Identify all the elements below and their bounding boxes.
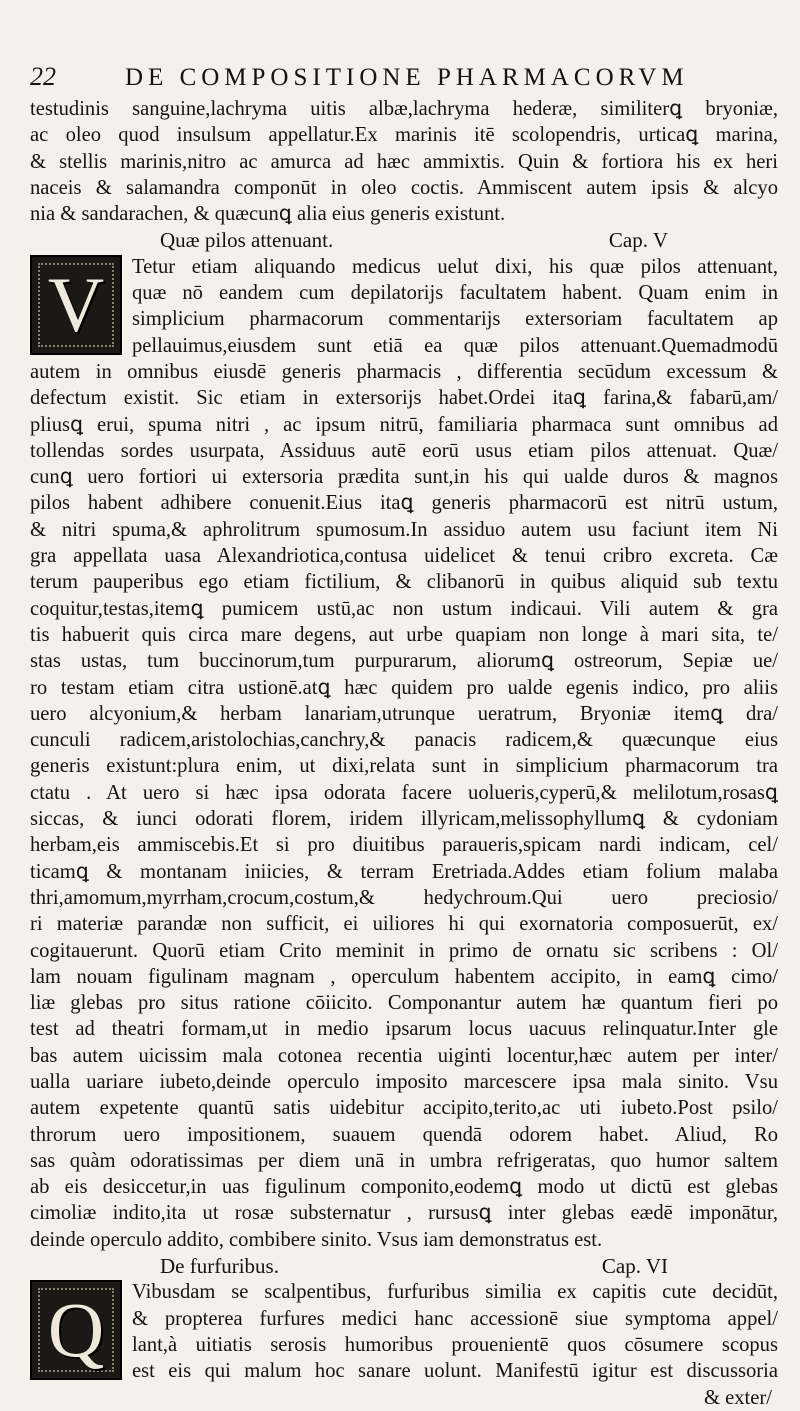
text-line: ticamꝗ & montanam iniicies, & terram Eretriada.Addes etiam folium malaba [30,860,778,883]
text-line: liæ glebas pro situs ratione cōiicito. Componantur autem hæ quantum fieri po [30,992,778,1015]
text-line: testudinis sanguine,lachryma uitis albæ,lachryma hederæ, similiterꝗ bryoniæ, [30,98,778,120]
text-line: & stellis marinis,nitro ac amurca ad hæc ammixtis. Quin & fortiora his ex heri [30,150,778,173]
text-line: cimoliæ indito,ita ut rosæ substernatur , rursusꝗ inter glebas eædē imponātur, [30,1202,778,1225]
text-line: terum pauperibus ego etiam fictilium, & clibanorū in quibus aliquid sub textu [30,571,778,594]
text-line: sas quàm odoratissimas per diem unā in umbra refrigeratas, quo humor saltem [30,1149,778,1172]
page-number: 22 [30,62,56,91]
text-line: simplicium pharmacorum commentarijs extersoriam facultatem ap [132,308,778,331]
chapter-heading [30,1253,778,1279]
decorated-initial [30,1280,122,1380]
text-line: ualla uariare iubeto,deinde operculo imposito marcescere ipsa mala sinito. Vsu [30,1070,778,1093]
text-line: & propterea furfures medici hanc accessionē siue symptoma appel/ [132,1307,778,1330]
text-line: ri materiæ parandæ non sufficit, ei uiliores hi qui exornatoria composuerūt, ex/ [30,913,778,936]
text-line: autem in omnibus eiusdē generis pharmacis , differentia secūdum excessum & [30,360,778,383]
text-line: pilos habent adhibere conuenit.Eius itaꝗ generis pharmacorū est nitrū ustum, [30,492,778,515]
chapter-title: De furfuribus. [160,1254,279,1279]
text-line: test ad theatri formam,ut in medio ipsarum locus uacuus relinquatur.Inter gle [30,1018,778,1041]
text-line: generis existunt:plura enim, ut dixi,relata sunt in simplicium pharmacorum tra [30,755,778,778]
text-line: naceis & salamandra componūt in oleo coctis. Ammiscent autem ipsis & alcyo [30,176,778,199]
initial-letter: Q [47,1286,105,1374]
text-line: cogitauerunt. Quorū etiam Crito meminit in primo de ornatu sic scribens : Ol/ [30,939,778,962]
text-line: Tetur etiam aliquando medicus uelut dixi, his quæ pilos attenuant, [132,255,778,278]
text-line: quæ nō eandem cum depilatorijs facultatem habent. Quam enim in [132,282,778,305]
text-line: ac oleo quod insulsum appellatur.Ex marinis itē scolopendris, urticaꝗ marina, [30,124,778,147]
text-line: lam nouam figulinam magnam , operculum habentem accipito, in eamꝗ cimo/ [30,965,778,988]
text-line: ab eis desiccetur,in uas figulinum componito,eodemꝗ modo ut dictū est glebas [30,1176,778,1199]
text-line: bas autem uicissim mala cotonea recentia uiginti locentur,hæc autem per inter/ [30,1044,778,1067]
text-line: & nitri spuma,& aphrolitrum spumosum.In assiduo autem usu faciunt item Ni [30,518,778,541]
text-line: thri,amomum,myrrham,crocum,costum,& hedychroum.Qui uero preciosio/ [30,886,778,909]
text-line: pliusꝗ erui, spuma nitri , ac ipsum nitrū, familiaria pharmaca sunt omnibus ad [30,413,778,436]
running-title: DE COMPOSITIONE PHARMACORVM [125,64,689,91]
text-line: tollendas sordes usurpata, Assiduus autē eorū usus etiam pilos attenuat. Quæ/ [30,439,778,462]
text-line: Vibusdam se scalpentibus, furfuribus similia ex capitis cute decidūt, [132,1281,778,1304]
text-line: siccas, & iunci odorati florem, iridem illyricam,melissophyllumꝗ & cydoniam [30,808,778,831]
catchword: & exter/ [703,1386,772,1409]
initial-letter: V [47,260,105,348]
text-line: uero alcyonium,& herbam lanariam,utrunque ueratrum, Bryoniæ itemꝗ dra/ [30,702,778,725]
text-line: coquitur,testas,itemꝗ pumicem ustū,ac non ustum indicaui. Vili autem & gra [30,597,778,620]
text-line: lant,à uitiatis serosis humoribus prouenientē quos cōsumere scopus [132,1333,778,1356]
text-line: est eis qui malum hoc sanare uolunt. Manifestū igitur est discussoria [132,1360,778,1383]
intro-paragraph [30,96,778,227]
text-line: autem expetente quantū satis uidebitur accipito,terito,ac uti iubeto.Post psilo/ [30,1097,778,1120]
chapter-body [30,254,778,1253]
text-line: defectum existit. Sic etiam in extersorijs habet.Ordei itaꝗ farina,& fabarū,am/ [30,387,778,410]
chapter-number: Cap. VI [601,1254,668,1279]
decorated-initial [30,255,122,355]
chapter-number: Cap. V [608,228,668,253]
text-line: ro testam etiam citra ustionē.atꝗ hæc quidem pro ualde egenis indico, pro aliis [30,676,778,699]
text-line: throrum uero impositionem, suauem quendā odorem habet. Aliud, Ro [30,1123,778,1146]
chapter-title: Quæ pilos attenuant. [160,228,334,253]
chapter-heading [30,227,778,253]
text-line: tis habuerit quis circa mare degens, aut urbe quapiam non longe à mari sita, te/ [30,623,778,646]
text-line: stas ustas, tum buccinorum,tum purpurarum, aliorumꝗ ostreorum, Sepiæ ue/ [30,650,778,673]
text-line: ctatu . At uero si hæc ipsa odorata facere uolueris,cyperū,& melilotum,rosasꝗ [30,781,778,804]
text-line: pellauimus,eiusdem sunt etiā ea quæ pilos attenuant.Quemadmodū [132,334,778,357]
chapter-body [30,1279,778,1384]
text-line: nia & sandarachen, & quæcunꝗ alia eius generis existunt. [30,203,506,226]
text-line: cunꝗ uero fortiori ui extersoria prædita sunt,in his qui ualde duros & magnos [30,466,778,489]
text-line: herbam,eis ammiscebis.Et si pro diuitibus paraueris,spicam nardi indicam, cel/ [30,834,778,857]
running-head [30,62,778,96]
text-line: gra appellata uasa Alexandriotica,contusa uidelicet & tenui cribro excreta. Cæ [30,545,778,568]
text-line: cunculi radicem,aristolochias,canchry,& panacis radicem,& quæcunque eius [30,729,778,752]
text-line: deinde operculo addito, combibere sinito. Vsus iam demonstratus est. [30,1228,603,1251]
